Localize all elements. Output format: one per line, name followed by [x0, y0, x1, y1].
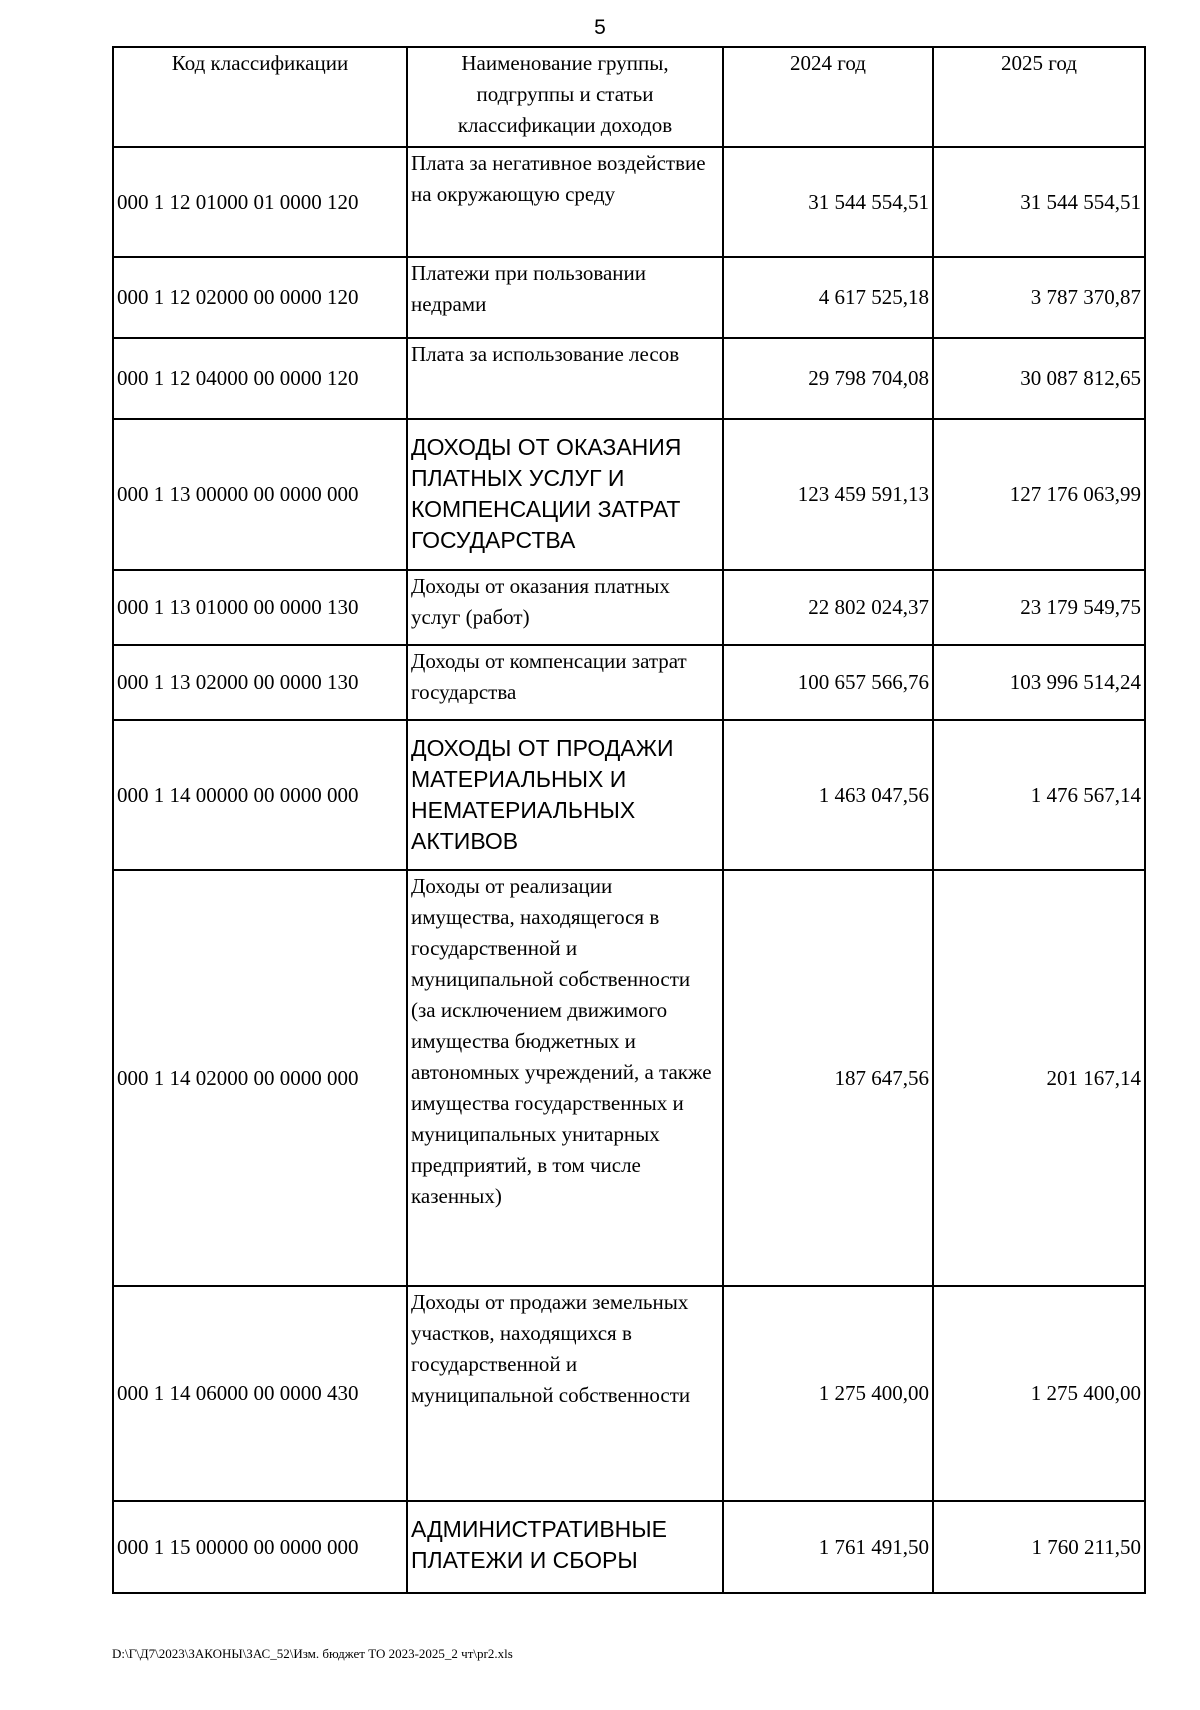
row-code: 000 1 14 00000 00 0000 000	[113, 720, 407, 870]
row-value-2024: 4 617 525,18	[723, 257, 933, 338]
row-value-2025: 23 179 549,75	[933, 570, 1145, 645]
header-2024: 2024 год	[723, 47, 933, 147]
row-value-2024: 29 798 704,08	[723, 338, 933, 419]
row-name-group: ДОХОДЫ ОТ ПРОДАЖИ МАТЕРИАЛЬНЫХ И НЕМАТЕРИАЛЬНЫХ АКТИВОВ	[407, 720, 723, 870]
row-name: Платежи при пользовании недрами	[407, 257, 723, 338]
row-value-2024: 187 647,56	[723, 870, 933, 1286]
row-code: 000 1 13 00000 00 0000 000	[113, 419, 407, 570]
row-value-2025: 1 760 211,50	[933, 1501, 1145, 1593]
table-row	[113, 720, 1145, 870]
row-value-2025: 201 167,14	[933, 870, 1145, 1286]
row-code: 000 1 14 06000 00 0000 430	[113, 1286, 407, 1501]
row-name: Доходы от продажи земельных участков, находящихся в государственной и муниципальной собственности	[407, 1286, 723, 1501]
row-code: 000 1 15 00000 00 0000 000	[113, 1501, 407, 1593]
header-2025: 2025 год	[933, 47, 1145, 147]
row-code: 000 1 12 02000 00 0000 120	[113, 257, 407, 338]
row-value-2024: 1 463 047,56	[723, 720, 933, 870]
row-value-2025: 31 544 554,51	[933, 147, 1145, 257]
table-row	[113, 870, 1145, 1286]
row-value-2024: 1 275 400,00	[723, 1286, 933, 1501]
table-row	[113, 147, 1145, 257]
row-name: Доходы от оказания платных услуг (работ)	[407, 570, 723, 645]
row-code: 000 1 14 02000 00 0000 000	[113, 870, 407, 1286]
row-value-2025: 103 996 514,24	[933, 645, 1145, 720]
row-value-2024: 22 802 024,37	[723, 570, 933, 645]
row-value-2025: 1 275 400,00	[933, 1286, 1145, 1501]
table-row	[113, 257, 1145, 338]
page-number: 5	[594, 16, 606, 39]
row-code: 000 1 13 02000 00 0000 130	[113, 645, 407, 720]
table-row	[113, 419, 1145, 570]
row-value-2024: 1 761 491,50	[723, 1501, 933, 1593]
row-name: Плата за использование лесов	[407, 338, 723, 419]
row-name-group: ДОХОДЫ ОТ ОКАЗАНИЯ ПЛАТНЫХ УСЛУГ И КОМПЕНСАЦИИ ЗАТРАТ ГОСУДАРСТВА	[407, 419, 723, 570]
row-code: 000 1 12 01000 01 0000 120	[113, 147, 407, 257]
row-code: 000 1 13 01000 00 0000 130	[113, 570, 407, 645]
row-value-2024: 31 544 554,51	[723, 147, 933, 257]
revenue-table	[112, 46, 1146, 1594]
row-name: Плата за негативное воздействие на окружающую среду	[407, 147, 723, 257]
table-row	[113, 1501, 1145, 1593]
row-value-2025: 30 087 812,65	[933, 338, 1145, 419]
header-name: Наименование группы, подгруппы и статьи классификации доходов	[407, 47, 723, 147]
row-value-2025: 127 176 063,99	[933, 419, 1145, 570]
table-row	[113, 338, 1145, 419]
table-row	[113, 645, 1145, 720]
header-code: Код классификации	[113, 47, 407, 147]
row-name: Доходы от компенсации затрат государства	[407, 645, 723, 720]
table-row	[113, 570, 1145, 645]
row-name-group: АДМИНИСТРАТИВНЫЕ ПЛАТЕЖИ И СБОРЫ	[407, 1501, 723, 1593]
row-value-2025: 1 476 567,14	[933, 720, 1145, 870]
row-value-2024: 100 657 566,76	[723, 645, 933, 720]
row-name: Доходы от реализации имущества, находящегося в государственной и муниципальной собственности (за исключением движимого имущества бюджетных и автономных учреждений, а также имущества государственных и муниципальных унитарных предприятий, в том числе казенных)	[407, 870, 723, 1286]
row-code: 000 1 12 04000 00 0000 120	[113, 338, 407, 419]
row-value-2025: 3 787 370,87	[933, 257, 1145, 338]
footer-file-path: D:\Г\Д7\2023\ЗАКОНЫ\ЗАС_52\Изм. бюджет ТО 2023-2025_2 чт\pr2.xls	[112, 1646, 513, 1661]
row-value-2024: 123 459 591,13	[723, 419, 933, 570]
table-header-row	[113, 47, 1145, 147]
table-row	[113, 1286, 1145, 1501]
